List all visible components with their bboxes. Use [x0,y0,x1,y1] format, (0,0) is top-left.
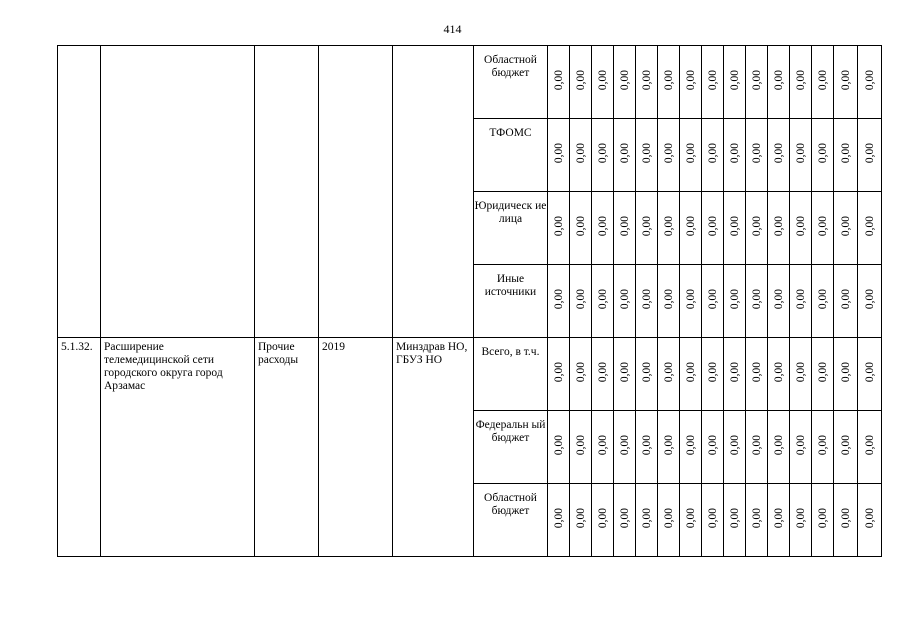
value-cell [680,192,702,265]
value-cell [614,265,636,338]
value-cell [790,338,812,411]
value-text: 0,00 [618,507,631,529]
value-cell [858,484,882,557]
value-cell [658,411,680,484]
value-cell [746,338,768,411]
value-text: 0,00 [706,507,719,529]
value-cell [790,46,812,119]
value-cell [812,338,834,411]
value-cell [834,192,858,265]
value-cell [724,411,746,484]
value-cell [768,338,790,411]
value-cell [592,119,614,192]
value-text: 0,00 [728,361,741,383]
value-cell [592,265,614,338]
value-cell [658,192,680,265]
value-text: 0,00 [728,288,741,310]
value-cell [548,192,570,265]
value-cell [746,411,768,484]
value-text: 0,00 [794,69,807,91]
value-cell [636,411,658,484]
value-text: 0,00 [839,434,852,456]
value-cell [768,46,790,119]
value-cell [790,411,812,484]
value-text: 0,00 [839,215,852,237]
item-number-cell: 5.1.32. [58,338,101,557]
value-text: 0,00 [816,142,829,164]
value-cell [812,411,834,484]
value-text: 0,00 [750,288,763,310]
table-row [58,338,882,411]
value-cell [570,119,592,192]
item-name-cell: Расширение телемедицинской сети городского округа город Арзамас [101,338,255,557]
value-text: 0,00 [728,69,741,91]
value-text: 0,00 [839,69,852,91]
value-cell [746,192,768,265]
value-cell [614,119,636,192]
value-text: 0,00 [552,434,565,456]
value-text: 0,00 [684,288,697,310]
year-cell: 2019 [319,338,393,557]
value-text: 0,00 [662,69,675,91]
value-cell [592,338,614,411]
value-cell [614,411,636,484]
value-cell [858,338,882,411]
value-cell [812,192,834,265]
value-cell [702,46,724,119]
value-cell [858,119,882,192]
value-cell [548,119,570,192]
value-cell [570,338,592,411]
value-text: 0,00 [794,288,807,310]
value-cell [570,46,592,119]
value-cell [834,46,858,119]
value-cell [592,46,614,119]
value-text: 0,00 [706,215,719,237]
value-text: 0,00 [728,142,741,164]
value-text: 0,00 [552,361,565,383]
value-text: 0,00 [728,215,741,237]
value-text: 0,00 [662,507,675,529]
executor-cell: Минздрав НО, ГБУЗ НО [393,338,474,557]
value-cell [724,338,746,411]
value-cell [746,265,768,338]
value-text: 0,00 [662,142,675,164]
funding-source-label: Иные источники [474,265,548,338]
value-text: 0,00 [772,69,785,91]
value-cell [680,119,702,192]
value-cell [614,338,636,411]
value-text: 0,00 [863,507,876,529]
value-cell [768,411,790,484]
value-cell [768,192,790,265]
value-text: 0,00 [552,507,565,529]
value-text: 0,00 [574,507,587,529]
value-text: 0,00 [750,215,763,237]
value-text: 0,00 [863,361,876,383]
value-text: 0,00 [596,507,609,529]
value-cell [768,119,790,192]
table-row [58,46,882,119]
funding-source-label: Областной бюджет [474,46,548,119]
value-text: 0,00 [618,142,631,164]
value-cell [768,265,790,338]
value-text: 0,00 [596,215,609,237]
value-cell [658,119,680,192]
value-cell [680,46,702,119]
executor-cell [393,46,474,338]
value-cell [702,192,724,265]
value-text: 0,00 [662,434,675,456]
value-cell [636,265,658,338]
value-cell [834,265,858,338]
value-cell [858,192,882,265]
value-text: 0,00 [794,361,807,383]
value-cell [592,411,614,484]
value-text: 0,00 [574,361,587,383]
value-text: 0,00 [596,69,609,91]
value-text: 0,00 [596,361,609,383]
value-text: 0,00 [794,215,807,237]
value-text: 0,00 [772,288,785,310]
value-text: 0,00 [640,434,653,456]
value-cell [614,192,636,265]
value-text: 0,00 [618,361,631,383]
value-cell [614,46,636,119]
value-cell [790,192,812,265]
funding-source-label: ТФОМС [474,119,548,192]
value-text: 0,00 [816,69,829,91]
value-cell [858,411,882,484]
funding-source-label: Областной бюджет [474,484,548,557]
value-text: 0,00 [552,215,565,237]
value-text: 0,00 [816,434,829,456]
value-text: 0,00 [816,288,829,310]
value-cell [548,411,570,484]
value-text: 0,00 [750,69,763,91]
value-text: 0,00 [618,69,631,91]
funding-source-label: Юридическ ие лица [474,192,548,265]
value-text: 0,00 [640,69,653,91]
value-cell [636,338,658,411]
value-text: 0,00 [839,361,852,383]
value-text: 0,00 [640,215,653,237]
value-text: 0,00 [772,434,785,456]
year-cell [319,46,393,338]
value-text: 0,00 [750,434,763,456]
value-cell [636,484,658,557]
value-text: 0,00 [750,142,763,164]
value-cell [812,119,834,192]
value-cell [834,119,858,192]
value-text: 0,00 [662,361,675,383]
value-cell [592,192,614,265]
value-cell [636,119,658,192]
value-cell [746,46,768,119]
value-text: 0,00 [772,215,785,237]
budget-table [57,45,882,557]
value-text: 0,00 [640,361,653,383]
value-cell [680,484,702,557]
value-cell [812,265,834,338]
value-text: 0,00 [574,434,587,456]
funding-source-label: Федеральн ый бюджет [474,411,548,484]
value-text: 0,00 [684,142,697,164]
value-cell [834,338,858,411]
value-cell [834,411,858,484]
value-cell [636,192,658,265]
value-text: 0,00 [684,507,697,529]
value-text: 0,00 [596,288,609,310]
value-cell [790,119,812,192]
value-cell [702,484,724,557]
value-cell [680,338,702,411]
value-text: 0,00 [706,142,719,164]
value-cell [548,338,570,411]
value-text: 0,00 [839,507,852,529]
value-cell [812,46,834,119]
value-text: 0,00 [662,215,675,237]
value-cell [658,338,680,411]
value-text: 0,00 [839,142,852,164]
value-text: 0,00 [816,361,829,383]
value-text: 0,00 [772,142,785,164]
value-cell [548,484,570,557]
value-text: 0,00 [552,288,565,310]
value-text: 0,00 [816,507,829,529]
value-text: 0,00 [706,69,719,91]
value-text: 0,00 [772,507,785,529]
value-text: 0,00 [684,434,697,456]
value-text: 0,00 [750,507,763,529]
value-cell [724,46,746,119]
value-text: 0,00 [640,288,653,310]
value-cell [658,46,680,119]
value-text: 0,00 [618,288,631,310]
value-text: 0,00 [706,288,719,310]
value-cell [570,411,592,484]
value-cell [680,265,702,338]
value-cell [570,192,592,265]
value-cell [702,119,724,192]
item-number-cell [58,46,101,338]
value-text: 0,00 [574,69,587,91]
value-text: 0,00 [662,288,675,310]
value-cell [702,265,724,338]
value-text: 0,00 [728,434,741,456]
value-text: 0,00 [839,288,852,310]
value-text: 0,00 [618,434,631,456]
value-text: 0,00 [684,215,697,237]
value-text: 0,00 [640,142,653,164]
value-text: 0,00 [863,215,876,237]
value-text: 0,00 [794,434,807,456]
value-text: 0,00 [574,142,587,164]
value-cell [834,484,858,557]
value-text: 0,00 [596,434,609,456]
value-cell [768,484,790,557]
value-cell [858,46,882,119]
cost-type-cell [255,46,319,338]
value-cell [548,265,570,338]
value-cell [570,484,592,557]
value-cell [614,484,636,557]
value-cell [658,265,680,338]
value-text: 0,00 [684,69,697,91]
value-cell [724,265,746,338]
value-text: 0,00 [640,507,653,529]
value-text: 0,00 [794,142,807,164]
cost-type-cell: Прочие расходы [255,338,319,557]
value-text: 0,00 [574,288,587,310]
value-text: 0,00 [706,434,719,456]
value-cell [790,484,812,557]
value-text: 0,00 [816,215,829,237]
value-text: 0,00 [863,434,876,456]
value-cell [702,411,724,484]
funding-source-label: Всего, в т.ч. [474,338,548,411]
value-cell [724,484,746,557]
value-cell [570,265,592,338]
value-cell [812,484,834,557]
value-cell [790,265,812,338]
value-text: 0,00 [596,142,609,164]
value-text: 0,00 [794,507,807,529]
value-text: 0,00 [618,215,631,237]
value-cell [746,484,768,557]
value-cell [680,411,702,484]
value-cell [592,484,614,557]
value-text: 0,00 [863,288,876,310]
value-text: 0,00 [863,69,876,91]
value-text: 0,00 [552,142,565,164]
value-cell [724,119,746,192]
value-text: 0,00 [706,361,719,383]
page-number: 414 [443,22,462,36]
value-text: 0,00 [684,361,697,383]
value-cell [746,119,768,192]
item-name-cell [101,46,255,338]
value-text: 0,00 [574,215,587,237]
value-text: 0,00 [750,361,763,383]
value-cell [702,338,724,411]
value-text: 0,00 [772,361,785,383]
value-cell [658,484,680,557]
value-cell [636,46,658,119]
value-text: 0,00 [728,507,741,529]
value-cell [858,265,882,338]
value-cell [724,192,746,265]
value-cell [548,46,570,119]
value-text: 0,00 [863,142,876,164]
value-text: 0,00 [552,69,565,91]
